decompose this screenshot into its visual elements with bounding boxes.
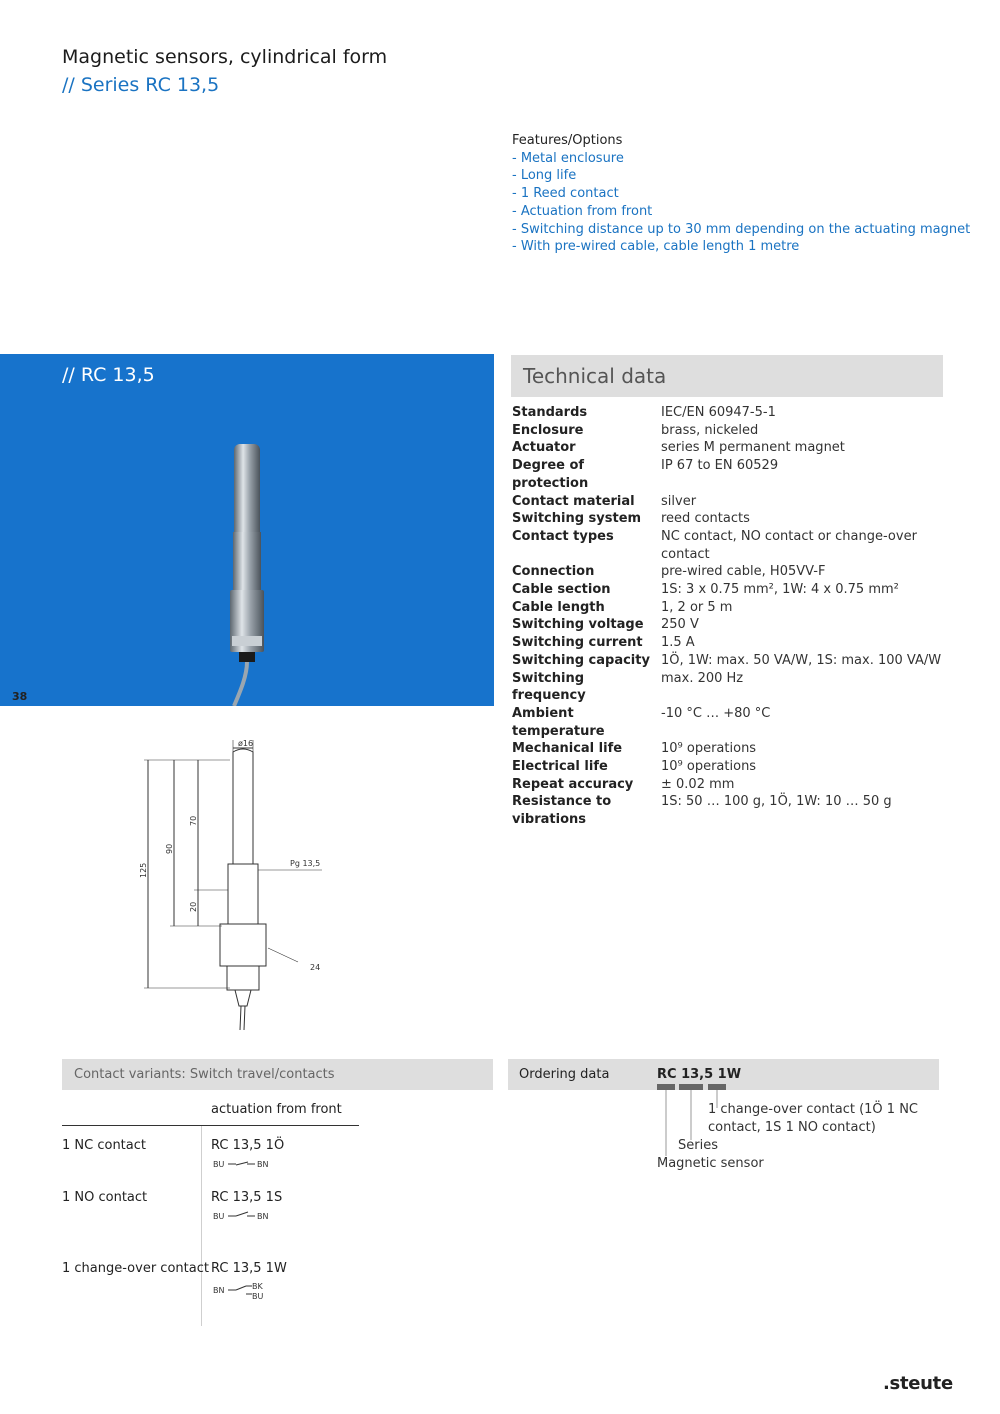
feature-item: - Switching distance up to 30 mm depending on the actuating magnet — [512, 221, 971, 237]
variant-name: 1 NO contact — [62, 1190, 148, 1205]
feature-item: - With pre-wired cable, cable length 1 metre — [512, 239, 800, 255]
ordering-contact-line: contact, 1S 1 NO contact) — [708, 1119, 876, 1135]
wire-label: BK — [252, 1282, 263, 1291]
technical-data-table — [512, 404, 951, 829]
wire-label: BN — [213, 1286, 225, 1295]
ordering-contact-line: 1 change-over contact (1Ö 1 NC — [708, 1102, 918, 1117]
variant-name: 1 NC contact — [62, 1138, 146, 1153]
divider — [201, 1126, 202, 1326]
technical-data-row — [512, 705, 951, 740]
dimension-drawing — [130, 730, 350, 1040]
dim-20-label: 20 — [189, 901, 198, 912]
technical-data-label: Switching system — [512, 511, 642, 527]
technical-data-label: Mechanical life — [512, 741, 623, 757]
product-title: // RC 13,5 — [62, 364, 155, 386]
wire-label: BN — [257, 1160, 269, 1169]
technical-data-header — [511, 355, 943, 397]
nc-contact-symbol — [212, 1156, 282, 1172]
ordering-data-title: Ordering data — [519, 1067, 610, 1082]
technical-data-label: Cable length — [512, 599, 605, 615]
technical-data-value: NC contact, NO contact or change-over contact — [661, 528, 917, 562]
ordering-series-explanation: Series — [678, 1138, 718, 1153]
technical-data-value: IEC/EN 60947-5-1 — [661, 405, 776, 420]
technical-data-label: Enclosure — [512, 422, 584, 438]
feature-item: - Long life — [512, 168, 577, 184]
technical-data-row — [512, 510, 951, 528]
technical-data-value: 1, 2 or 5 m — [661, 599, 733, 615]
technical-data-row — [512, 652, 951, 670]
technical-data-row — [512, 634, 951, 652]
technical-data-label: Switching voltage — [512, 617, 644, 633]
technical-data-label: Contact types — [512, 528, 614, 544]
variant-code: RC 13,5 1S — [211, 1190, 283, 1205]
page-subtitle: // Series RC 13,5 — [62, 74, 220, 96]
technical-data-value: 1S: 50 … 100 g, 1Ö, 1W: 10 … 50 g — [661, 794, 892, 810]
technical-data-row — [512, 439, 951, 457]
features-list — [512, 132, 970, 256]
technical-data-value: 1.5 A — [661, 635, 695, 651]
feature-item: - Actuation from front — [512, 203, 653, 219]
technical-data-row — [512, 776, 951, 794]
technical-data-row — [512, 422, 951, 440]
technical-data-label: Ambient temperature — [512, 705, 605, 739]
technical-data-row — [512, 457, 951, 492]
technical-data-label: Actuator — [512, 440, 576, 456]
ordering-sensor-explanation: Magnetic sensor — [657, 1156, 764, 1171]
dim-wrench-label: 24 — [310, 963, 321, 972]
change-over-contact-symbol — [212, 1280, 282, 1304]
technical-data-title: Technical data — [523, 364, 667, 388]
dim-70-label: 70 — [189, 815, 198, 826]
feature-item: - Metal enclosure — [512, 150, 624, 166]
contact-variants-column-header: actuation from front — [211, 1102, 342, 1117]
no-contact-symbol — [212, 1208, 282, 1224]
technical-data-value: 10⁹ operations — [661, 759, 757, 775]
ordering-contact-explanation — [708, 1101, 918, 1136]
technical-data-label: Switching frequency — [512, 670, 586, 704]
technical-data-row — [512, 616, 951, 634]
technical-data-row — [512, 740, 951, 758]
feature-item: - 1 Reed contact — [512, 186, 619, 202]
dim-125-label: 125 — [139, 862, 148, 878]
technical-data-value: series M permanent magnet — [661, 440, 845, 456]
technical-data-value: ± 0.02 mm — [661, 776, 735, 792]
technical-data-row — [512, 599, 951, 617]
divider — [62, 1125, 359, 1126]
technical-data-value: reed contacts — [661, 511, 750, 527]
variant-code: RC 13,5 1Ö — [211, 1138, 285, 1153]
technical-data-row — [512, 670, 951, 705]
technical-data-value: 1S: 3 x 0.75 mm², 1W: 4 x 0.75 mm² — [661, 582, 899, 598]
dim-diameter-label: ø16 — [238, 739, 254, 748]
dim-thread-label: Pg 13,5 — [290, 859, 321, 868]
technical-data-value: IP 67 to EN 60529 — [661, 458, 779, 474]
steute-logo: .steute — [883, 1373, 953, 1394]
page-number: 38 — [12, 690, 28, 703]
technical-data-row — [512, 563, 951, 581]
wire-label: BN — [257, 1212, 269, 1221]
technical-data-label: Degree of protection — [512, 458, 589, 491]
technical-data-value: brass, nickeled — [661, 422, 759, 438]
technical-data-value: -10 °C … +80 °C — [661, 705, 771, 721]
variant-code: RC 13,5 1W — [211, 1261, 287, 1276]
technical-data-row — [512, 793, 951, 828]
dim-90-label: 90 — [165, 843, 174, 854]
technical-data-label: Connection — [512, 564, 595, 580]
technical-data-label: Electrical life — [512, 759, 608, 775]
wire-label: BU — [213, 1212, 225, 1221]
technical-data-row — [512, 404, 951, 422]
technical-data-label: Repeat accuracy — [512, 776, 634, 792]
contact-variants-header — [62, 1059, 493, 1090]
variant-name: 1 change-over contact — [62, 1261, 209, 1276]
wire-label: BU — [252, 1292, 264, 1301]
technical-data-value: 1Ö, 1W: max. 50 VA/W, 1S: max. 100 VA/W — [661, 652, 942, 668]
page-title: Magnetic sensors, cylindrical form — [62, 46, 388, 68]
technical-data-value: 10⁹ operations — [661, 741, 757, 757]
technical-data-label: Resistance to vibrations — [512, 794, 612, 828]
technical-data-row — [512, 581, 951, 599]
technical-data-value: pre-wired cable, H05VV-F — [661, 564, 826, 580]
technical-data-row — [512, 528, 951, 563]
technical-data-label: Contact material — [512, 493, 635, 509]
technical-data-row — [512, 493, 951, 511]
technical-data-label: Switching current — [512, 635, 643, 651]
technical-data-value: 250 V — [661, 617, 699, 633]
wire-label: BU — [213, 1160, 225, 1169]
technical-data-label: Switching capacity — [512, 652, 650, 668]
technical-data-label: Standards — [512, 405, 588, 420]
technical-data-value: max. 200 Hz — [661, 670, 744, 686]
ordering-code: RC 13,5 1W — [657, 1067, 742, 1082]
technical-data-value: silver — [661, 493, 697, 509]
technical-data-label: Cable section — [512, 582, 611, 598]
features-heading: Features/Options — [512, 133, 623, 148]
sensor-photo — [200, 440, 300, 706]
contact-variants-title: Contact variants: Switch travel/contacts — [74, 1067, 335, 1082]
technical-data-row — [512, 758, 951, 776]
